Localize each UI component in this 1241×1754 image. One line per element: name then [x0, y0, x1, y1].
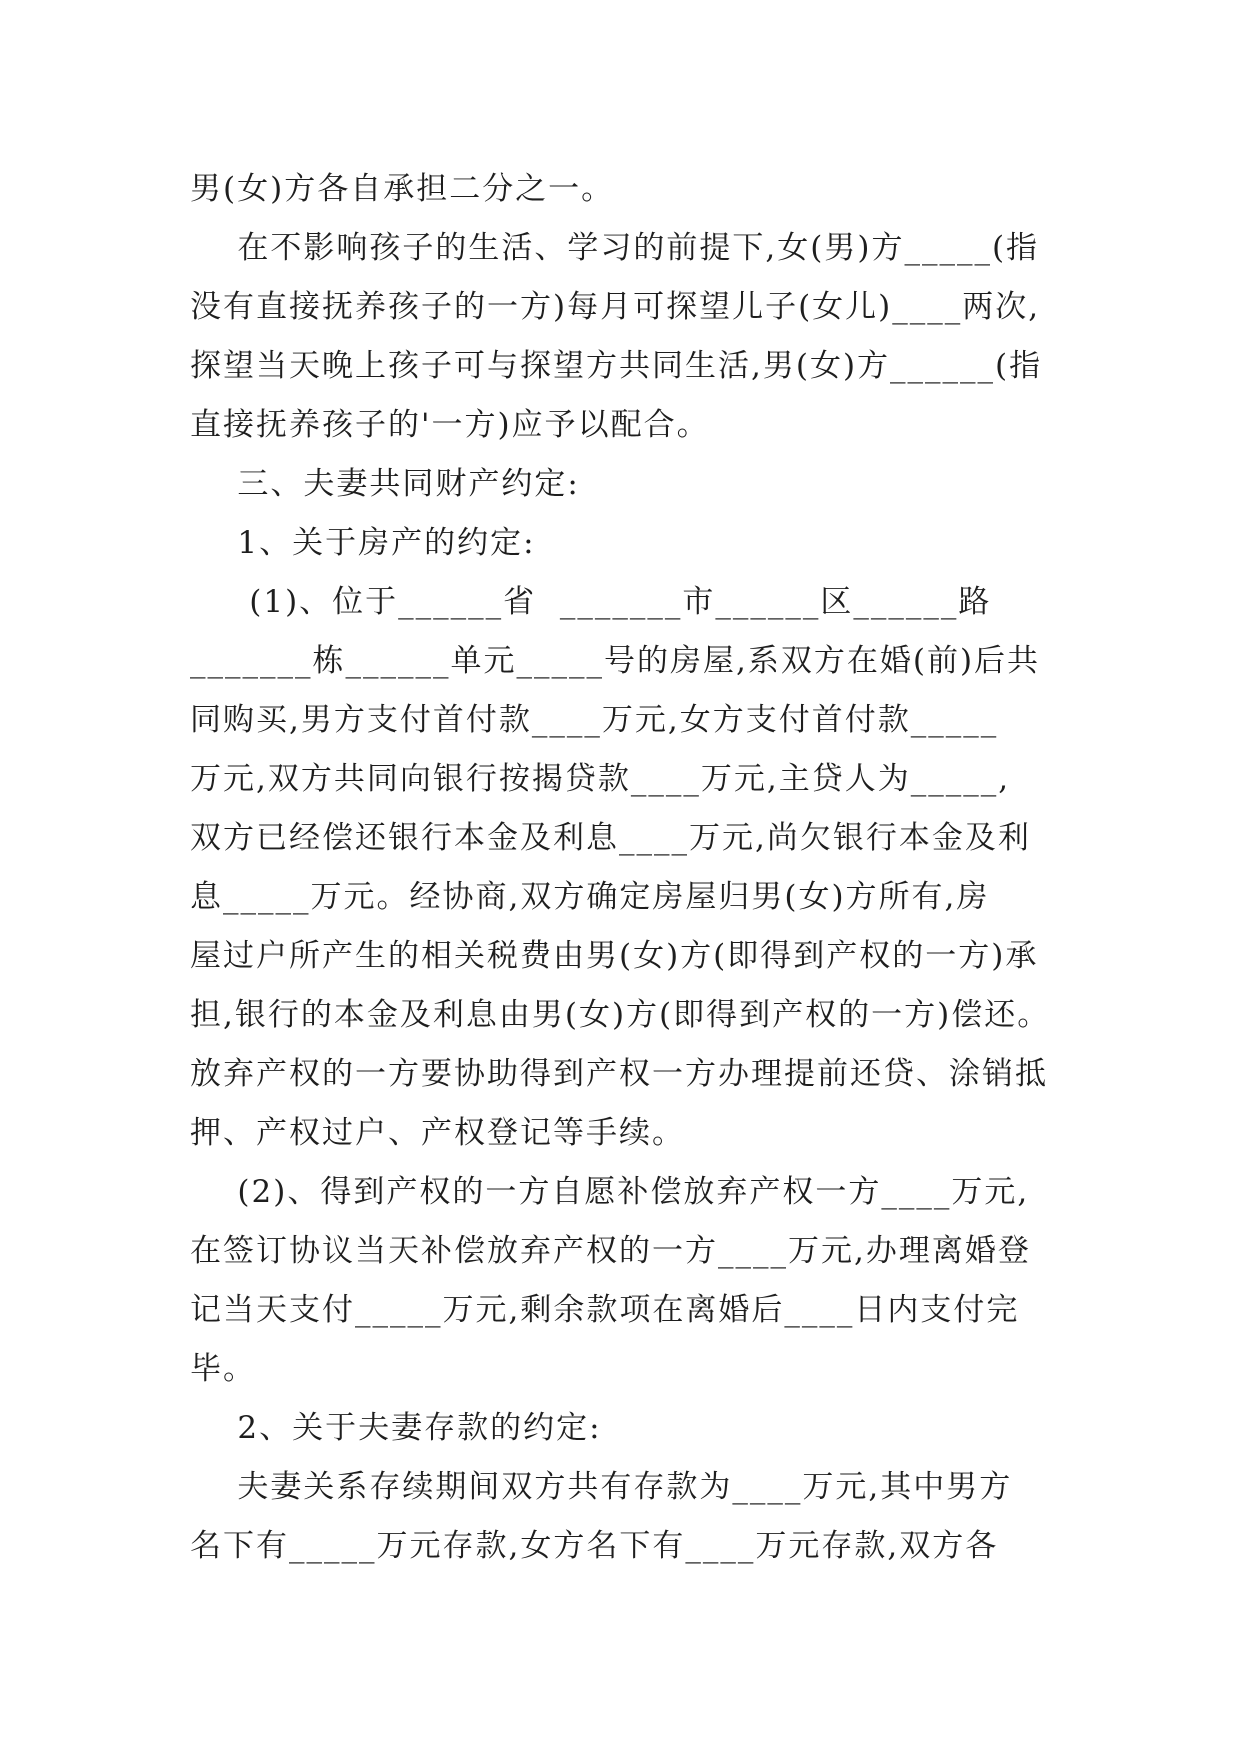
text-line: 直接抚养孩子的'一方)应予以配合。 [190, 407, 710, 443]
text-line: 男(女)方各自承担二分之一。 [190, 171, 615, 207]
text-line: (1)、位于______省 _______市______区______路 [190, 584, 992, 620]
text-line: 担,银行的本金及利息由男(女)方(即得到产权的一方)偿还。 [190, 997, 1051, 1033]
text-line: 双方已经偿还银行本金及利息____万元,尚欠银行本金及利 [190, 820, 1031, 856]
subsection-heading: 2、关于夫妻存款的约定: [190, 1410, 602, 1446]
document-body [190, 160, 1060, 1576]
text-line: 在不影响孩子的生活、学习的前提下,女(男)方_____(指 [190, 230, 1040, 266]
text-line: 万元,双方共同向银行按揭贷款____万元,主贷人为_____, [190, 761, 1011, 797]
subsection-heading: 1、关于房产的约定: [190, 525, 536, 561]
text-line: 在签订协议当天补偿放弃产权的一方____万元,办理离婚登 [190, 1233, 1031, 1269]
text-line: 放弃产权的一方要协助得到产权一方办理提前还贷、涂销抵 [190, 1056, 1048, 1092]
text-line: _______栋______单元_____号的房屋,系双方在婚(前)后共 [190, 643, 1041, 679]
text-line: 毕。 [190, 1351, 256, 1387]
text-line: 同购买,男方支付首付款____万元,女方支付首付款_____ [190, 702, 999, 738]
text-line: 屋过户所产生的相关税费由男(女)方(即得到产权的一方)承 [190, 938, 1039, 974]
text-line: (2)、得到产权的一方自愿补偿放弃产权一方____万元, [190, 1174, 1030, 1210]
text-line: 夫妻关系存续期间双方共有存款为____万元,其中男方 [190, 1469, 1013, 1505]
text-line: 押、产权过户、产权登记等手续。 [190, 1115, 685, 1151]
text-line: 息_____万元。经协商,双方确定房屋归男(女)方所有,房 [190, 879, 990, 915]
text-line: 记当天支付_____万元,剩余款项在离婚后____日内支付完 [190, 1292, 1020, 1328]
section-heading: 三、夫妻共同财产约定: [190, 466, 580, 502]
text-line: 探望当天晚上孩子可与探望方共同生活,男(女)方______(指 [190, 348, 1043, 384]
text-line: 没有直接抚养孩子的一方)每月可探望儿子(女儿)____两次, [190, 289, 1041, 325]
text-line: 名下有_____万元存款,女方名下有____万元存款,双方各 [190, 1528, 999, 1564]
